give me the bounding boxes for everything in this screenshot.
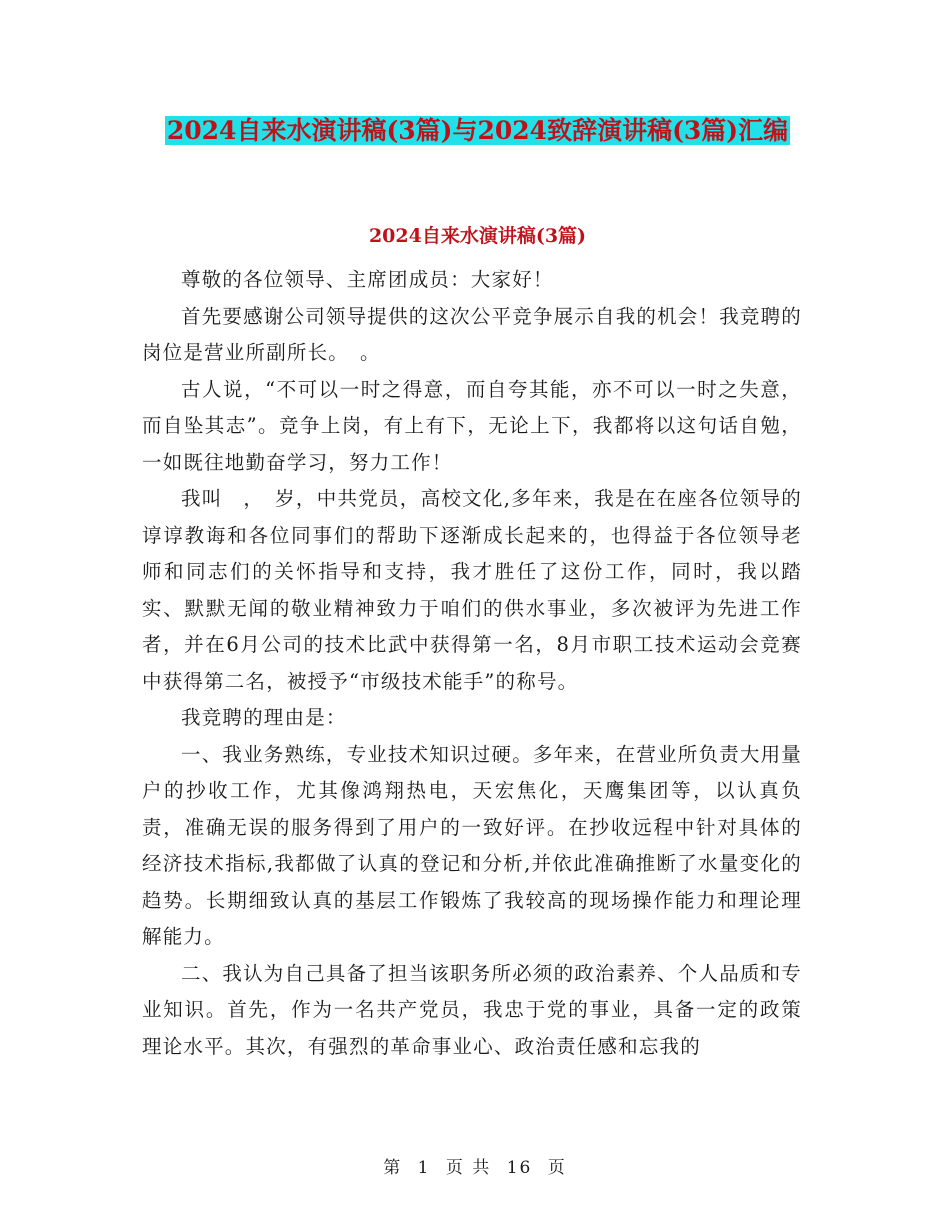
paragraph: 尊敬的各位领导、主席团成员：大家好！ <box>181 268 554 291</box>
current-page-number: 1 <box>417 1158 431 1178</box>
document-body <box>142 262 802 1065</box>
document-title-text: 2024自来水演讲稿(3篇)与2024致辞演讲稿(3篇)汇编 <box>166 116 789 145</box>
paragraph: 二、我认为自己具备了担当该职务所必须的政治素养、个人品质和专业知识。首先，作为一名共产党员，我忠于党的事业，具备一定的政策理论水平。其次，有强烈的革命事业心、政治责任感和忘我的 <box>142 961 803 1058</box>
page-label-suffix: 页 <box>547 1158 567 1178</box>
page-footer <box>0 1153 950 1178</box>
page-label-mid: 页 共 <box>445 1158 492 1178</box>
paragraph: 我叫 ， 岁，中共党员，高校文化,多年来，我是在在座各位领导的谆谆教诲和各位同事们的帮助下逐渐成长起来的，也得益于各位领导老师和同志们的关怀指导和支持，我才胜任了这份工作，同时，我以踏实、默默无闻的敬业精神致力于咱们的供水事业，多次被评为先进工作者，并在6月公司的技术比武中获得第一名，8月市职工技术运动会竞赛中获得第二名，被授予“市级技术能手”的称号。 <box>142 487 802 693</box>
page-label-prefix: 第 <box>383 1158 403 1178</box>
paragraph: 古人说，“不可以一时之得意，而自夸其能，亦不可以一时之失意，而自坠其志”。竞争上岗，有上有下，无论上下，我都将以这句话自勉，一如既往地勤奋学习，努力工作！ <box>142 377 802 474</box>
document-title <box>140 108 815 154</box>
paragraph: 我竞聘的理由是： <box>181 706 347 729</box>
paragraph: 首先要感谢公司领导提供的这次公平竞争展示自我的机会！我竞聘的岗位是营业所副所长。 。 <box>142 304 803 364</box>
total-pages-number: 16 <box>506 1158 533 1178</box>
section-title: 2024自来水演讲稿(3篇) <box>368 225 587 247</box>
paragraph: 一、我业务熟练，专业技术知识过硬。多年来，在营业所负责大用量户的抄收工作，尤其像鸿翔热电，天宏焦化，天鹰集团等，以认真负责，准确无误的服务得到了用户的一致好评。在抄收远程中针对具体的经济技术指标,我都做了认真的登记和分析,并依此准确推断了水量变化的趋势。长期细致认真的基层工作锻炼了我较高的现场操作能力和理论理解能力。 <box>142 742 803 948</box>
